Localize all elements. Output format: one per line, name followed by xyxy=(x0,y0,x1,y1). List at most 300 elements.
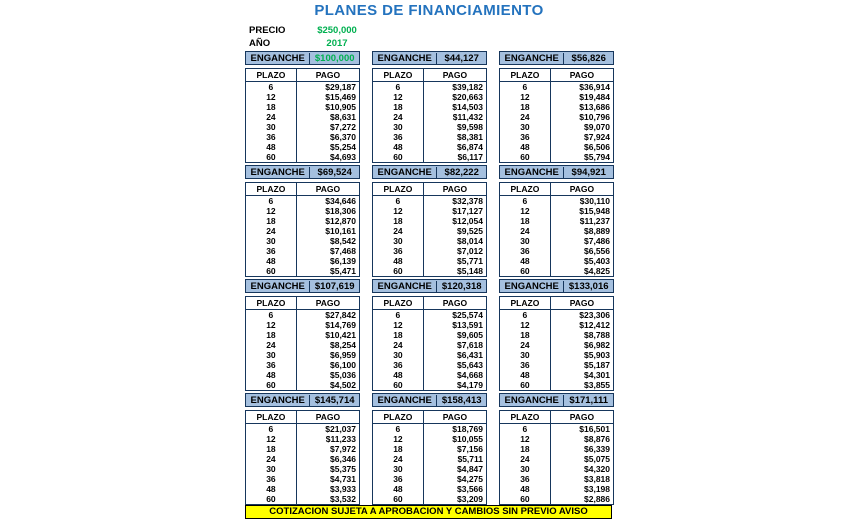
plazo-pago-table xyxy=(499,296,614,391)
table-row xyxy=(246,152,359,162)
table-row xyxy=(246,132,359,142)
pago-cell: $3,209 xyxy=(457,494,483,504)
table-row xyxy=(246,340,359,350)
table-row xyxy=(373,340,486,350)
table-row xyxy=(246,196,359,206)
plazo-column-header: PLAZO xyxy=(373,297,424,309)
table-row xyxy=(246,246,359,256)
plazo-cell: 12 xyxy=(246,434,297,444)
pago-cell: $29,187 xyxy=(325,82,356,92)
pago-cell: $7,012 xyxy=(457,246,483,256)
table-row xyxy=(500,320,613,330)
pago-column-header: PAGO xyxy=(315,298,341,308)
enganche-header xyxy=(372,279,487,293)
table-row xyxy=(500,494,613,504)
plazo-cell: 12 xyxy=(373,206,424,216)
plazo-cell: 12 xyxy=(500,320,551,330)
pago-cell: $4,301 xyxy=(584,370,610,380)
plan-block xyxy=(245,51,360,161)
plazo-column-header: PLAZO xyxy=(373,183,424,195)
plazo-cell: 30 xyxy=(373,350,424,360)
pago-cell: $6,506 xyxy=(584,142,610,152)
pago-cell: $8,542 xyxy=(330,236,356,246)
pago-column-header: PAGO xyxy=(569,70,595,80)
pago-cell: $10,905 xyxy=(325,102,356,112)
table-header-row xyxy=(373,411,486,424)
pago-column-header: PAGO xyxy=(442,184,468,194)
plazo-cell: 48 xyxy=(246,484,297,494)
table-row xyxy=(500,92,613,102)
plazo-cell: 48 xyxy=(500,484,551,494)
table-row xyxy=(500,484,613,494)
plazo-cell: 24 xyxy=(246,112,297,122)
table-header-row xyxy=(246,69,359,82)
table-row xyxy=(373,256,486,266)
plazo-column-header: PLAZO xyxy=(373,411,424,423)
table-row xyxy=(246,434,359,444)
table-row xyxy=(246,380,359,390)
plazo-cell: 18 xyxy=(373,102,424,112)
plazo-cell: 18 xyxy=(373,216,424,226)
table-row xyxy=(500,256,613,266)
table-row xyxy=(373,380,486,390)
pago-cell: $4,179 xyxy=(457,380,483,390)
table-header-row xyxy=(500,297,613,310)
enganche-header xyxy=(499,393,614,407)
pago-cell: $23,306 xyxy=(579,310,610,320)
plan-block xyxy=(499,279,614,389)
plazo-pago-table xyxy=(245,410,360,505)
table-row xyxy=(373,454,486,464)
plazo-cell: 24 xyxy=(373,226,424,236)
plazo-pago-table xyxy=(372,410,487,505)
table-row xyxy=(500,370,613,380)
pago-cell: $25,574 xyxy=(452,310,483,320)
table-row xyxy=(246,454,359,464)
pago-cell: $21,037 xyxy=(325,424,356,434)
pago-cell: $4,668 xyxy=(457,370,483,380)
pago-cell: $10,055 xyxy=(452,434,483,444)
pago-cell: $5,643 xyxy=(457,360,483,370)
plazo-pago-table xyxy=(372,182,487,277)
table-row xyxy=(246,102,359,112)
pago-cell: $3,933 xyxy=(330,484,356,494)
enganche-value: $107,619 xyxy=(314,280,355,292)
table-row xyxy=(246,82,359,92)
enganche-header xyxy=(245,393,360,407)
table-row xyxy=(373,464,486,474)
plazo-cell: 36 xyxy=(500,246,551,256)
plan-block xyxy=(499,165,614,275)
pago-cell: $39,182 xyxy=(452,82,483,92)
table-row xyxy=(246,266,359,276)
table-row xyxy=(500,266,613,276)
pago-column-header: PAGO xyxy=(569,412,595,422)
enganche-header xyxy=(245,165,360,179)
plazo-cell: 48 xyxy=(500,370,551,380)
plazo-cell: 48 xyxy=(500,256,551,266)
enganche-value: $145,714 xyxy=(314,394,355,406)
plazo-cell: 60 xyxy=(373,266,424,276)
enganche-label: ENGANCHE xyxy=(246,167,310,178)
pago-cell: $14,503 xyxy=(452,102,483,112)
enganche-value: $120,318 xyxy=(441,280,482,292)
plazo-cell: 30 xyxy=(246,350,297,360)
table-header-row xyxy=(246,183,359,196)
pago-cell: $11,432 xyxy=(452,112,483,122)
enganche-label: ENGANCHE xyxy=(500,281,564,292)
pago-cell: $10,421 xyxy=(325,330,356,340)
plazo-cell: 6 xyxy=(500,196,551,206)
plazo-cell: 18 xyxy=(500,216,551,226)
table-row xyxy=(500,380,613,390)
plazo-cell: 6 xyxy=(500,310,551,320)
table-row xyxy=(373,82,486,92)
plazo-column-header: PLAZO xyxy=(500,297,551,309)
pago-cell: $4,847 xyxy=(457,464,483,474)
plazo-cell: 6 xyxy=(246,424,297,434)
table-row xyxy=(373,196,486,206)
pago-cell: $8,014 xyxy=(457,236,483,246)
plazo-cell: 24 xyxy=(246,226,297,236)
pago-cell: $14,769 xyxy=(325,320,356,330)
plazo-column-header: PLAZO xyxy=(246,183,297,195)
pago-cell: $8,254 xyxy=(330,340,356,350)
enganche-value: $94,921 xyxy=(571,166,606,178)
pago-cell: $19,484 xyxy=(579,92,610,102)
precio-row xyxy=(249,24,373,37)
plazo-column-header: PLAZO xyxy=(246,411,297,423)
plazo-cell: 48 xyxy=(246,370,297,380)
pago-cell: $10,161 xyxy=(325,226,356,236)
plazo-cell: 18 xyxy=(373,330,424,340)
enganche-header xyxy=(499,51,614,65)
table-header-row xyxy=(500,183,613,196)
table-row xyxy=(373,122,486,132)
pago-cell: $3,566 xyxy=(457,484,483,494)
plazo-cell: 48 xyxy=(246,256,297,266)
pago-cell: $15,948 xyxy=(579,206,610,216)
pago-cell: $17,127 xyxy=(452,206,483,216)
plazo-cell: 24 xyxy=(500,226,551,236)
table-row xyxy=(373,370,486,380)
table-header-row xyxy=(373,183,486,196)
pago-cell: $5,471 xyxy=(330,266,356,276)
precio-label: PRECIO xyxy=(249,25,286,36)
plazo-cell: 36 xyxy=(246,246,297,256)
table-row xyxy=(246,256,359,266)
plan-block xyxy=(499,51,614,161)
plazo-cell: 48 xyxy=(373,142,424,152)
pago-column-header: PAGO xyxy=(315,184,341,194)
plazo-cell: 18 xyxy=(500,330,551,340)
pago-column-header: PAGO xyxy=(442,70,468,80)
enganche-label: ENGANCHE xyxy=(246,53,310,64)
plazo-cell: 30 xyxy=(373,122,424,132)
table-row xyxy=(246,226,359,236)
plazo-cell: 60 xyxy=(500,152,551,162)
table-row xyxy=(246,424,359,434)
pago-cell: $7,468 xyxy=(330,246,356,256)
pago-cell: $5,771 xyxy=(457,256,483,266)
table-row xyxy=(500,424,613,434)
table-row xyxy=(246,216,359,226)
plazo-cell: 30 xyxy=(246,464,297,474)
plazo-cell: 24 xyxy=(373,454,424,464)
plazo-cell: 18 xyxy=(500,444,551,454)
table-row xyxy=(373,444,486,454)
plazo-cell: 36 xyxy=(373,474,424,484)
plazo-cell: 24 xyxy=(373,340,424,350)
plazo-cell: 36 xyxy=(500,360,551,370)
plazo-cell: 60 xyxy=(373,380,424,390)
pago-cell: $7,924 xyxy=(584,132,610,142)
plazo-cell: 36 xyxy=(373,360,424,370)
pago-cell: $8,876 xyxy=(584,434,610,444)
table-row xyxy=(500,102,613,112)
plazo-cell: 30 xyxy=(500,122,551,132)
table-row xyxy=(500,454,613,464)
plazo-cell: 48 xyxy=(500,142,551,152)
table-row xyxy=(373,206,486,216)
plazo-cell: 12 xyxy=(373,320,424,330)
enganche-label: ENGANCHE xyxy=(500,395,564,406)
pago-cell: $27,842 xyxy=(325,310,356,320)
plan-block xyxy=(372,393,487,503)
pago-cell: $9,598 xyxy=(457,122,483,132)
pago-cell: $3,855 xyxy=(584,380,610,390)
pago-cell: $4,693 xyxy=(330,152,356,162)
plazo-cell: 36 xyxy=(373,246,424,256)
pago-cell: $32,378 xyxy=(452,196,483,206)
table-row xyxy=(246,112,359,122)
table-row xyxy=(373,424,486,434)
table-row xyxy=(246,122,359,132)
table-row xyxy=(500,122,613,132)
pago-cell: $9,605 xyxy=(457,330,483,340)
plazo-cell: 6 xyxy=(373,310,424,320)
table-row xyxy=(500,196,613,206)
enganche-header xyxy=(372,165,487,179)
plazo-column-header: PLAZO xyxy=(500,183,551,195)
pago-cell: $5,403 xyxy=(584,256,610,266)
plazo-pago-table xyxy=(499,68,614,163)
plazo-cell: 6 xyxy=(246,82,297,92)
table-row xyxy=(373,330,486,340)
table-header-row xyxy=(500,69,613,82)
pago-cell: $2,886 xyxy=(584,494,610,504)
pago-cell: $5,254 xyxy=(330,142,356,152)
enganche-label: ENGANCHE xyxy=(246,395,310,406)
table-row xyxy=(246,236,359,246)
table-row xyxy=(373,474,486,484)
table-row xyxy=(246,206,359,216)
pago-cell: $4,502 xyxy=(330,380,356,390)
plazo-cell: 36 xyxy=(246,360,297,370)
table-row xyxy=(373,350,486,360)
table-row xyxy=(500,246,613,256)
disclaimer-banner: COTIZACION SUJETA A APROBACION Y CAMBIOS SIN PREVIO AVISO xyxy=(245,505,612,519)
plazo-cell: 6 xyxy=(500,424,551,434)
plazo-cell: 60 xyxy=(246,494,297,504)
table-row xyxy=(500,464,613,474)
table-row xyxy=(500,206,613,216)
plazo-cell: 36 xyxy=(500,474,551,484)
pago-cell: $6,346 xyxy=(330,454,356,464)
pago-cell: $4,320 xyxy=(584,464,610,474)
table-row xyxy=(373,142,486,152)
plan-block xyxy=(372,165,487,275)
table-row xyxy=(500,350,613,360)
table-header-row xyxy=(246,411,359,424)
table-row xyxy=(500,474,613,484)
pago-cell: $4,275 xyxy=(457,474,483,484)
table-row xyxy=(373,216,486,226)
pago-cell: $6,874 xyxy=(457,142,483,152)
plazo-column-header: PLAZO xyxy=(246,69,297,81)
pago-cell: $5,794 xyxy=(584,152,610,162)
table-row xyxy=(500,152,613,162)
plazo-column-header: PLAZO xyxy=(373,69,424,81)
plazo-pago-table xyxy=(245,68,360,163)
plazo-cell: 24 xyxy=(500,112,551,122)
enganche-label: ENGANCHE xyxy=(500,53,564,64)
pago-cell: $18,306 xyxy=(325,206,356,216)
table-row xyxy=(500,216,613,226)
enganche-header xyxy=(372,393,487,407)
table-row xyxy=(373,112,486,122)
plazo-cell: 36 xyxy=(373,132,424,142)
enganche-value: $158,413 xyxy=(441,394,482,406)
enganche-value: $56,826 xyxy=(571,52,606,64)
plazo-pago-table xyxy=(245,296,360,391)
table-row xyxy=(373,320,486,330)
table-row xyxy=(373,484,486,494)
pago-cell: $6,556 xyxy=(584,246,610,256)
precio-value: $250,000 xyxy=(317,25,357,36)
plazo-cell: 60 xyxy=(373,494,424,504)
pago-cell: $7,156 xyxy=(457,444,483,454)
pago-cell: $5,036 xyxy=(330,370,356,380)
pago-cell: $6,982 xyxy=(584,340,610,350)
enganche-label: ENGANCHE xyxy=(373,281,437,292)
table-row xyxy=(373,102,486,112)
pago-cell: $6,370 xyxy=(330,132,356,142)
plazo-cell: 18 xyxy=(373,444,424,454)
enganche-label: ENGANCHE xyxy=(246,281,310,292)
plazo-cell: 48 xyxy=(373,484,424,494)
plazo-pago-table xyxy=(499,182,614,277)
plazo-column-header: PLAZO xyxy=(246,297,297,309)
pago-cell: $6,339 xyxy=(584,444,610,454)
enganche-label: ENGANCHE xyxy=(373,53,437,64)
pago-cell: $7,486 xyxy=(584,236,610,246)
plan-block xyxy=(245,393,360,503)
pago-cell: $6,431 xyxy=(457,350,483,360)
plan-block xyxy=(372,279,487,389)
plazo-cell: 6 xyxy=(373,82,424,92)
table-row xyxy=(373,152,486,162)
plans-grid xyxy=(245,51,614,503)
table-header-row xyxy=(373,69,486,82)
pago-column-header: PAGO xyxy=(442,412,468,422)
enganche-header xyxy=(245,279,360,293)
pago-cell: $30,110 xyxy=(579,196,610,206)
enganche-label: ENGANCHE xyxy=(373,167,437,178)
pago-cell: $5,711 xyxy=(457,454,483,464)
pago-cell: $11,233 xyxy=(325,434,356,444)
plazo-cell: 24 xyxy=(246,454,297,464)
table-row xyxy=(500,340,613,350)
plazo-cell: 30 xyxy=(500,350,551,360)
plan-block xyxy=(372,51,487,161)
plazo-cell: 60 xyxy=(500,380,551,390)
pago-cell: $16,501 xyxy=(579,424,610,434)
table-row xyxy=(500,434,613,444)
table-row xyxy=(246,320,359,330)
enganche-header xyxy=(499,165,614,179)
table-row xyxy=(373,236,486,246)
pago-cell: $36,914 xyxy=(579,82,610,92)
table-row xyxy=(246,142,359,152)
plazo-cell: 12 xyxy=(500,92,551,102)
table-row xyxy=(373,266,486,276)
table-row xyxy=(246,92,359,102)
pago-cell: $5,187 xyxy=(584,360,610,370)
enganche-value: $133,016 xyxy=(568,280,609,292)
plan-block xyxy=(245,279,360,389)
plazo-cell: 60 xyxy=(373,152,424,162)
table-header-row xyxy=(373,297,486,310)
pago-cell: $9,070 xyxy=(584,122,610,132)
table-header-row xyxy=(246,297,359,310)
enganche-value: $82,222 xyxy=(444,166,479,178)
table-row xyxy=(373,494,486,504)
plazo-cell: 36 xyxy=(246,132,297,142)
table-row xyxy=(500,82,613,92)
plazo-cell: 48 xyxy=(246,142,297,152)
enganche-label: ENGANCHE xyxy=(500,167,564,178)
plazo-cell: 48 xyxy=(373,370,424,380)
plazo-cell: 60 xyxy=(500,494,551,504)
table-row xyxy=(373,360,486,370)
pago-column-header: PAGO xyxy=(442,298,468,308)
pago-column-header: PAGO xyxy=(569,298,595,308)
pago-cell: $12,412 xyxy=(579,320,610,330)
plazo-cell: 6 xyxy=(373,424,424,434)
plazo-cell: 12 xyxy=(500,206,551,216)
pago-cell: $20,663 xyxy=(452,92,483,102)
table-row xyxy=(246,494,359,504)
pago-cell: $6,139 xyxy=(330,256,356,266)
plazo-column-header: PLAZO xyxy=(500,411,551,423)
pago-column-header: PAGO xyxy=(315,70,341,80)
plazo-cell: 12 xyxy=(500,434,551,444)
pago-cell: $7,618 xyxy=(457,340,483,350)
plazo-pago-table xyxy=(499,410,614,505)
enganche-header xyxy=(499,279,614,293)
plazo-cell: 36 xyxy=(246,474,297,484)
pago-cell: $7,972 xyxy=(330,444,356,454)
plazo-cell: 18 xyxy=(246,444,297,454)
pago-cell: $13,686 xyxy=(579,102,610,112)
enganche-value: $171,111 xyxy=(569,394,608,406)
plazo-cell: 24 xyxy=(500,454,551,464)
plazo-cell: 30 xyxy=(500,464,551,474)
plazo-pago-table xyxy=(245,182,360,277)
plazo-cell: 12 xyxy=(246,206,297,216)
table-row xyxy=(373,310,486,320)
